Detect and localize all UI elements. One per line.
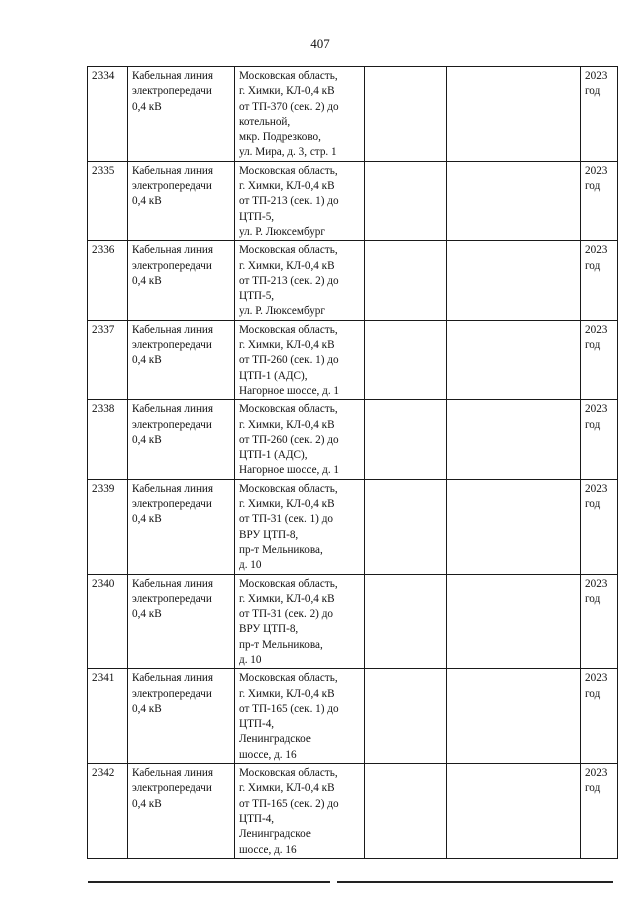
empty-cell xyxy=(447,241,581,320)
object-type-line: Кабельная линия xyxy=(132,70,214,82)
page-number: 407 xyxy=(310,36,330,51)
row-number-cell xyxy=(88,161,128,240)
address-line: Московская область, xyxy=(239,482,338,495)
address-line: ВРУ ЦТП-8, xyxy=(239,623,299,636)
row-number-cell xyxy=(88,764,128,859)
year-line: 2023 xyxy=(585,482,608,495)
empty-cell xyxy=(365,669,447,764)
address-line: от ТП-31 (сек. 1) до xyxy=(239,513,333,526)
object-type-line: электропередачи xyxy=(132,259,212,272)
empty-cell xyxy=(365,574,447,669)
address-line: Нагорное шоссе, д. 1 xyxy=(239,464,340,477)
year-line: год xyxy=(585,85,601,98)
address-line: ЦТП-1 (АДС), xyxy=(239,369,308,382)
object-type-line: Кабельная линия xyxy=(132,244,214,257)
row-number-cell xyxy=(88,320,128,399)
address-line: пр-т Мельникова, xyxy=(239,638,323,651)
address-line: д. 10 xyxy=(239,559,262,572)
object-type-line: электропередачи xyxy=(132,782,212,795)
address-line: ЦТП-5, xyxy=(239,290,275,303)
address-line: Ленинградское xyxy=(239,733,311,746)
object-type-line: электропередачи xyxy=(132,339,212,352)
address-line: шоссе, д. 16 xyxy=(239,843,297,856)
row-number: 2335 xyxy=(92,164,115,177)
address-line: от ТП-260 (сек. 2) до xyxy=(239,433,339,446)
address-line: пр-т Мельникова, xyxy=(239,543,323,556)
empty-cell xyxy=(447,574,581,669)
address-cell xyxy=(235,479,365,574)
row-number: 2336 xyxy=(92,244,115,257)
address-cell xyxy=(235,241,365,320)
address-line: ЦТП-5, xyxy=(239,210,275,223)
empty-cell xyxy=(365,479,447,574)
address-line: Московская область, xyxy=(239,767,338,780)
object-type-cell xyxy=(128,764,235,859)
empty-cell xyxy=(365,161,447,240)
object-type-line: 0,4 кВ xyxy=(132,100,162,113)
address-cell xyxy=(235,400,365,479)
object-type-cell xyxy=(128,574,235,669)
address-line: ЦТП-4, xyxy=(239,812,275,825)
address-line: г. Химки, КЛ-0,4 кВ xyxy=(239,498,335,511)
object-type-cell xyxy=(128,241,235,320)
year-line: 2023 xyxy=(585,164,608,177)
object-type-line: 0,4 кВ xyxy=(132,433,162,446)
object-type-line: Кабельная линия xyxy=(132,164,214,177)
empty-cell xyxy=(365,241,447,320)
address-line: г. Химки, КЛ-0,4 кВ xyxy=(239,687,335,700)
object-type-cell xyxy=(128,320,235,399)
object-type-line: 0,4 кВ xyxy=(132,608,162,621)
year-line: год xyxy=(585,782,601,795)
year-line: 2023 xyxy=(585,403,608,416)
table-row xyxy=(88,574,618,669)
empty-cell xyxy=(365,67,447,162)
object-type-line: 0,4 кВ xyxy=(132,274,162,287)
year-cell xyxy=(581,400,618,479)
row-number-cell xyxy=(88,479,128,574)
table-row xyxy=(88,400,618,479)
address-cell xyxy=(235,67,365,162)
address-line: от ТП-370 (сек. 2) до xyxy=(239,100,339,113)
address-cell xyxy=(235,669,365,764)
row-number-cell xyxy=(88,67,128,162)
registry-table xyxy=(87,66,618,859)
address-line: от ТП-213 (сек. 1) до xyxy=(239,195,339,208)
year-cell xyxy=(581,479,618,574)
empty-cell xyxy=(447,161,581,240)
year-line: 2023 xyxy=(585,577,608,590)
row-number: 2342 xyxy=(92,767,115,780)
address-line: мкр. Подрезково, xyxy=(239,131,321,144)
address-line: Московская область, xyxy=(239,577,338,590)
address-line: г. Химки, КЛ-0,4 кВ xyxy=(239,339,335,352)
registry-table-body xyxy=(88,67,618,859)
empty-cell xyxy=(365,320,447,399)
year-line: 2023 xyxy=(585,323,608,336)
address-cell xyxy=(235,320,365,399)
row-number-cell xyxy=(88,241,128,320)
year-cell xyxy=(581,669,618,764)
object-type-line: Кабельная линия xyxy=(132,577,214,590)
row-number: 2341 xyxy=(92,672,115,685)
year-cell xyxy=(581,241,618,320)
year-line: год xyxy=(585,498,601,511)
year-line: год xyxy=(585,259,601,272)
address-cell xyxy=(235,161,365,240)
year-cell xyxy=(581,764,618,859)
table-row xyxy=(88,67,618,162)
year-line: 2023 xyxy=(585,672,608,685)
row-number: 2340 xyxy=(92,577,115,590)
object-type-line: 0,4 кВ xyxy=(132,702,162,715)
address-line: от ТП-31 (сек. 2) до xyxy=(239,608,333,621)
object-type-line: 0,4 кВ xyxy=(132,513,162,526)
year-cell xyxy=(581,574,618,669)
year-line: год xyxy=(585,418,601,431)
address-line: ул. Р. Люксембург xyxy=(239,305,325,318)
row-number-cell xyxy=(88,400,128,479)
address-line: ул. Мира, д. 3, стр. 1 xyxy=(239,146,337,159)
year-line: год xyxy=(585,339,601,352)
address-line: Московская область, xyxy=(239,403,338,416)
table-row xyxy=(88,669,618,764)
address-line: ВРУ ЦТП-8, xyxy=(239,528,299,541)
address-line: Московская область, xyxy=(239,672,338,685)
object-type-line: 0,4 кВ xyxy=(132,195,162,208)
empty-cell xyxy=(365,400,447,479)
object-type-line: Кабельная линия xyxy=(132,323,214,336)
object-type-line: Кабельная линия xyxy=(132,482,214,495)
address-line: Ленинградское xyxy=(239,828,311,841)
empty-cell xyxy=(365,764,447,859)
address-line: ЦТП-4, xyxy=(239,718,275,731)
table-row xyxy=(88,764,618,859)
address-line: г. Химки, КЛ-0,4 кВ xyxy=(239,85,335,98)
row-number-cell xyxy=(88,669,128,764)
object-type-cell xyxy=(128,67,235,162)
row-number: 2337 xyxy=(92,323,115,336)
table-row xyxy=(88,479,618,574)
address-line: Московская область, xyxy=(239,164,338,177)
object-type-cell xyxy=(128,479,235,574)
object-type-line: Кабельная линия xyxy=(132,403,214,416)
empty-cell xyxy=(447,764,581,859)
address-line: от ТП-260 (сек. 1) до xyxy=(239,354,339,367)
empty-cell xyxy=(447,67,581,162)
year-line: год xyxy=(585,687,601,700)
object-type-cell xyxy=(128,400,235,479)
address-line: д. 10 xyxy=(239,653,262,666)
address-line: Московская область, xyxy=(239,70,338,82)
address-line: г. Химки, КЛ-0,4 кВ xyxy=(239,782,335,795)
object-type-line: 0,4 кВ xyxy=(132,797,162,810)
year-line: год xyxy=(585,592,601,605)
year-line: 2023 xyxy=(585,767,608,780)
address-line: от ТП-165 (сек. 2) до xyxy=(239,797,339,810)
table-row xyxy=(88,161,618,240)
address-line: Московская область, xyxy=(239,244,338,257)
year-line: 2023 xyxy=(585,244,608,257)
year-cell xyxy=(581,67,618,162)
object-type-line: Кабельная линия xyxy=(132,672,214,685)
row-number: 2334 xyxy=(92,70,115,82)
address-line: от ТП-213 (сек. 2) до xyxy=(239,274,339,287)
object-type-line: электропередачи xyxy=(132,687,212,700)
address-line: ул. Р. Люксембург xyxy=(239,225,325,238)
address-line: г. Химки, КЛ-0,4 кВ xyxy=(239,418,335,431)
row-number: 2338 xyxy=(92,403,115,416)
bottom-rule-right xyxy=(337,881,613,883)
row-number: 2339 xyxy=(92,482,115,495)
empty-cell xyxy=(447,400,581,479)
address-line: г. Химки, КЛ-0,4 кВ xyxy=(239,592,335,605)
year-cell xyxy=(581,161,618,240)
address-line: Нагорное шоссе, д. 1 xyxy=(239,384,340,397)
empty-cell xyxy=(447,479,581,574)
address-line: котельной, xyxy=(239,115,291,128)
address-line: от ТП-165 (сек. 1) до xyxy=(239,702,339,715)
address-line: шоссе, д. 16 xyxy=(239,748,297,761)
table-row xyxy=(88,320,618,399)
table-row xyxy=(88,241,618,320)
year-line: год xyxy=(585,180,601,193)
address-line: ЦТП-1 (АДС), xyxy=(239,449,308,462)
address-line: г. Химки, КЛ-0,4 кВ xyxy=(239,180,335,193)
object-type-line: электропередачи xyxy=(132,418,212,431)
bottom-rule xyxy=(88,881,330,883)
object-type-line: Кабельная линия xyxy=(132,767,214,780)
object-type-cell xyxy=(128,161,235,240)
row-number-cell xyxy=(88,574,128,669)
object-type-line: электропередачи xyxy=(132,180,212,193)
object-type-line: электропередачи xyxy=(132,498,212,511)
address-line: г. Химки, КЛ-0,4 кВ xyxy=(239,259,335,272)
year-line: 2023 xyxy=(585,70,608,82)
object-type-line: 0,4 кВ xyxy=(132,354,162,367)
bottom-rule-gap xyxy=(330,881,337,883)
address-cell xyxy=(235,574,365,669)
address-cell xyxy=(235,764,365,859)
address-line: Московская область, xyxy=(239,323,338,336)
object-type-cell xyxy=(128,669,235,764)
year-cell xyxy=(581,320,618,399)
object-type-line: электропередачи xyxy=(132,85,212,98)
empty-cell xyxy=(447,320,581,399)
empty-cell xyxy=(447,669,581,764)
object-type-line: электропередачи xyxy=(132,592,212,605)
